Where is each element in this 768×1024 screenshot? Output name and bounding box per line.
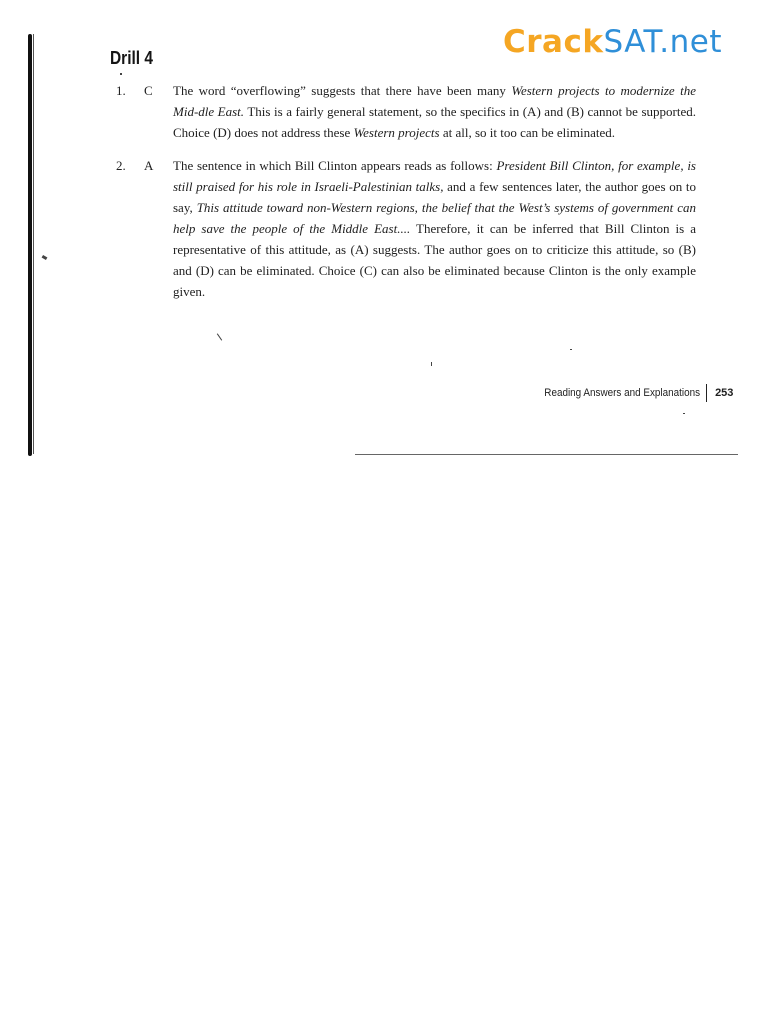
scan-page-edge-shadow	[33, 34, 34, 454]
explanation-quote: Western projects to modernize the Mid-dle East.	[173, 83, 696, 119]
page-number: 253	[715, 387, 734, 399]
footer-divider	[706, 384, 707, 402]
cracksat-logo	[503, 22, 722, 62]
logo-text-crack: Crack	[503, 24, 604, 60]
question-number: 2.	[116, 158, 126, 173]
scan-speck	[431, 362, 432, 366]
logo-text-net: .net	[659, 24, 722, 60]
scan-speck	[217, 333, 222, 340]
drill-heading: Drill 4	[110, 48, 154, 68]
explanation-text: This is a fairly general statement, so the specifics in (A) and (B) cannot be supported. Choice (D) does not address these	[173, 104, 696, 140]
answer-explanation	[173, 155, 696, 302]
answer-choice: A	[144, 158, 154, 173]
explanation-text: Therefore, it can be inferred that Bill Clinton is a representative of this attitude, as (A) suggests. The author goes on to criticize this attitude, so (B) and (D) can be eliminated. Choice (C) can also be eliminated because Clinton is the only example given.	[173, 221, 697, 299]
answer-explanation	[173, 80, 696, 143]
answer-choice: C	[144, 83, 153, 98]
explanation-text: The word “overflowing” suggests that there have been many	[173, 83, 512, 98]
answer-item-2	[116, 155, 696, 302]
explanation-quote: President Bill Clinton, for example, is still praised for his role in Israeli-Palestinian talks,	[173, 158, 696, 194]
explanation-text: at all, so it too can be eliminated.	[439, 125, 616, 140]
explanation-quote: This attitude toward non-Western regions, the belief that the West’s systems of government can help save the people of the Middle East....	[173, 200, 696, 236]
explanation-text: and a few sentences later, the author goes on to say,	[173, 179, 696, 215]
logo-text-sat: SAT	[603, 24, 660, 60]
scan-speck	[120, 73, 122, 75]
page-footer	[527, 383, 733, 403]
scan-speck	[42, 255, 48, 260]
explanation-quote: Western projects	[353, 125, 440, 140]
explanation-text: The sentence in which Bill Clinton appears reads as follows:	[173, 158, 497, 173]
question-number: 1.	[116, 83, 126, 98]
answer-item-1	[116, 80, 696, 143]
scan-speck	[683, 413, 685, 414]
scan-speck	[570, 349, 572, 350]
scan-page-edge	[28, 34, 32, 456]
page-bottom-rule	[355, 454, 738, 455]
footer-section-title: Reading Answers and Explanations	[544, 387, 701, 399]
